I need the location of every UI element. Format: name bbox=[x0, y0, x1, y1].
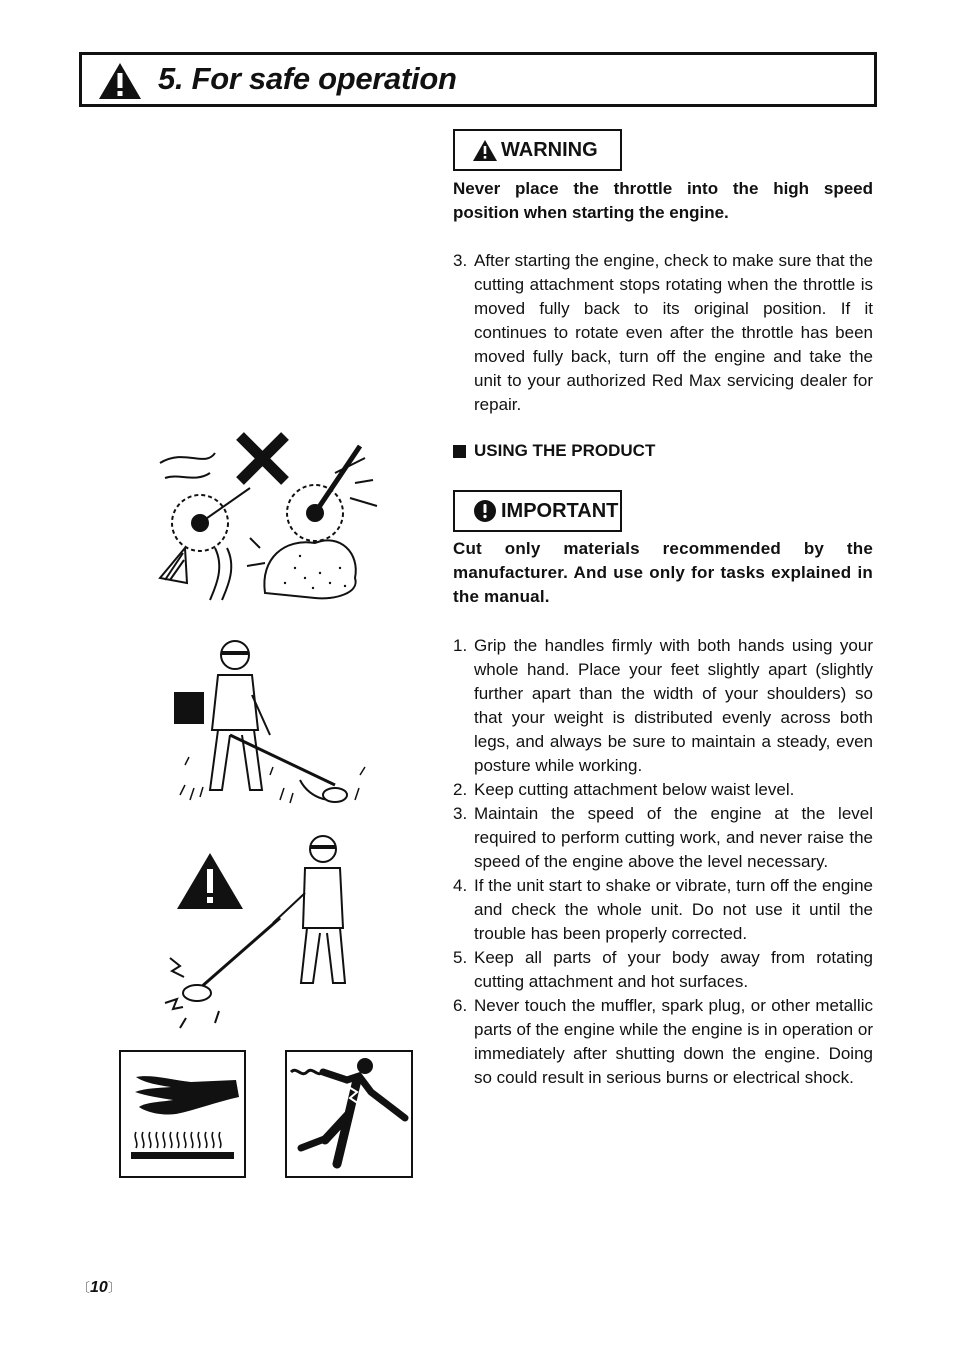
warning-triangle-icon bbox=[473, 140, 497, 161]
warning-text: Never place the throttle into the high speed position when starting the engine. bbox=[453, 179, 873, 222]
page-title: 5. For safe operation bbox=[158, 61, 457, 96]
warning-label-box bbox=[453, 129, 622, 171]
correct-posture-illustration bbox=[170, 635, 370, 815]
list-item-number: 2. bbox=[453, 780, 468, 799]
list-item-text: Grip the handles firmly with both hands using your whole hand. Place your feet slightly apart (slightly further apart than the width of your shoulders) so that your weight is distributed evenly across both legs, and always be sure to maintain a steady, even posture while working. bbox=[474, 636, 873, 775]
pre-section-list bbox=[453, 249, 873, 417]
list-item-text: Never touch the muffler, spark plug, or other metallic parts of the engine while the engine is in operation or immediately after shutting down the engine. Doing so could result in serious burns or electrical shock. bbox=[474, 996, 873, 1087]
list-item-text: Keep all parts of your body away from rotating cutting attachment and hot surfaces. bbox=[474, 948, 873, 991]
hot-surface-sign bbox=[119, 1050, 246, 1178]
important-text: Cut only materials recommended by the manufacturer. And use only for tasks explained in the manual. bbox=[453, 539, 873, 606]
warning-triangle-icon bbox=[177, 853, 243, 909]
list-item-text: Keep cutting attachment below waist level. bbox=[474, 780, 795, 799]
page-number bbox=[77, 1277, 121, 1297]
section-heading-text: USING THE PRODUCT bbox=[474, 441, 656, 460]
list-item bbox=[453, 778, 873, 802]
warning-triangle-icon bbox=[98, 62, 142, 100]
section-heading bbox=[453, 441, 655, 461]
list-item bbox=[453, 946, 873, 994]
page-number-bracket-left: 〔 bbox=[77, 1280, 91, 1295]
kickback-hazard-illustration bbox=[155, 833, 355, 1033]
important-label-box bbox=[453, 490, 622, 532]
list-item bbox=[453, 994, 873, 1090]
steps-list bbox=[453, 634, 873, 1090]
list-item-number: 6. bbox=[453, 996, 468, 1015]
list-item bbox=[453, 802, 873, 874]
list-item-text: Maintain the speed of the engine at the level required to perform cutting work, and never raise the speed of the engine above the level necessary. bbox=[474, 804, 873, 871]
square-bullet-icon bbox=[453, 445, 466, 458]
list-item-number: 4. bbox=[453, 876, 468, 895]
list-item-text: After starting the engine, check to make sure that the cutting attachment stops rotating when the throttle is moved fully back to its original position. If it continues to rotate even after the throttle has been moved fully back, turn off the engine and take the unit to your authorized Red Max servicing dealer for repair. bbox=[474, 251, 873, 414]
list-item bbox=[453, 249, 873, 417]
hot-surface-icon bbox=[121, 1052, 244, 1176]
prohibited-use-illustration bbox=[155, 428, 380, 608]
exclamation-circle-icon bbox=[473, 499, 497, 523]
prohibited-x-icon bbox=[240, 436, 285, 481]
list-item bbox=[453, 874, 873, 946]
list-item-number: 3. bbox=[453, 251, 468, 270]
important-label: IMPORTANT bbox=[501, 499, 619, 522]
page-title-box bbox=[79, 52, 877, 107]
list-item-text: If the unit start to shake or vibrate, turn off the engine and check the whole unit. Do not use it until the trouble has been properly corrected. bbox=[474, 876, 873, 943]
warning-label: WARNING bbox=[501, 138, 598, 161]
list-item-number: 5. bbox=[453, 948, 468, 967]
page-number-value: 10 bbox=[90, 1279, 108, 1296]
page-number-bracket-right: 〕 bbox=[107, 1280, 121, 1295]
electric-shock-sign bbox=[285, 1050, 413, 1178]
list-item-number: 3. bbox=[453, 804, 468, 823]
electric-shock-icon bbox=[287, 1052, 411, 1176]
list-item-number: 1. bbox=[453, 636, 468, 655]
list-item bbox=[453, 634, 873, 778]
